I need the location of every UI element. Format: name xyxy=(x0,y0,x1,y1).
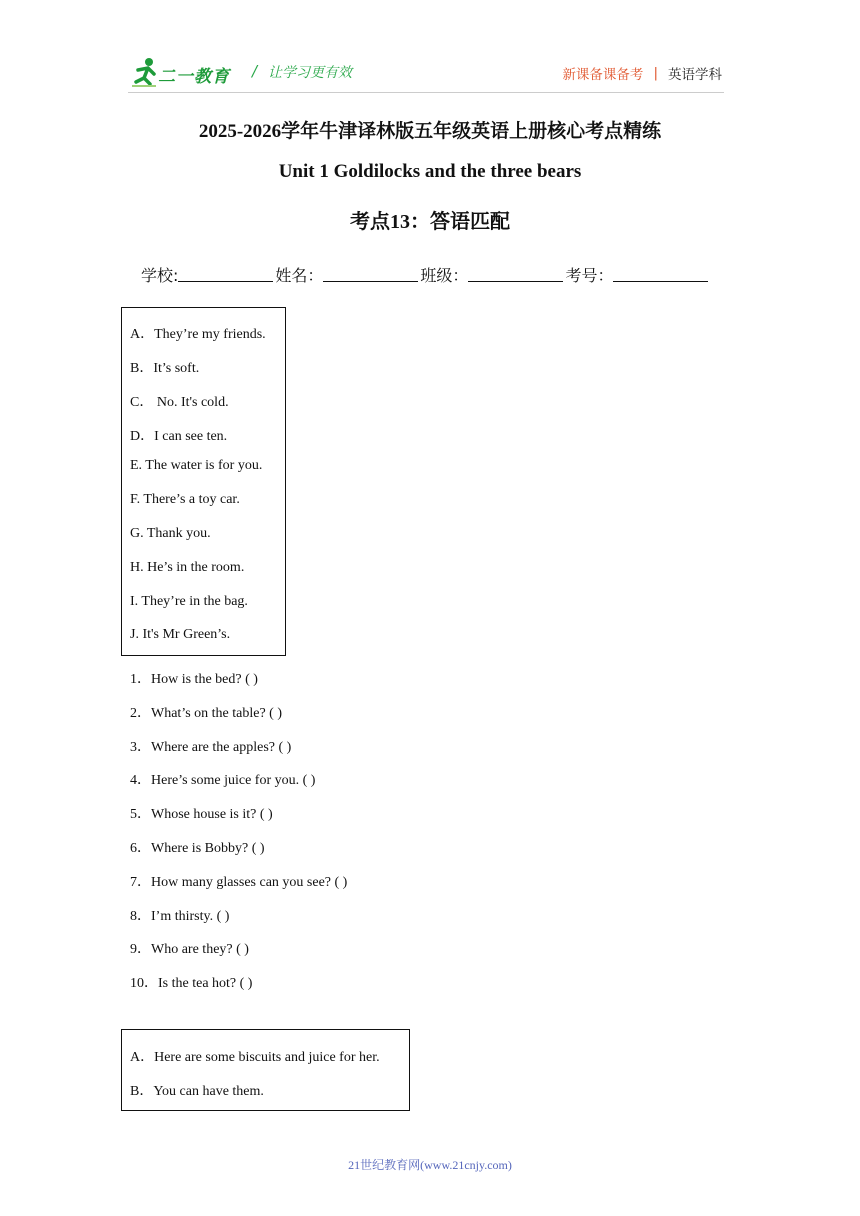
number-label: 考号： xyxy=(565,266,614,285)
header-right xyxy=(562,63,722,83)
option-d: D．I can see ten. xyxy=(130,429,228,444)
option-c: C． No. It's cold. xyxy=(130,395,229,410)
option-a: A．They’re my friends. xyxy=(130,327,266,342)
question-1[interactable]: 1．How is the bed? ( ) xyxy=(130,672,258,687)
option-2-b: B．You can have them. xyxy=(130,1084,264,1099)
question-10[interactable]: 10．Is the tea hot? ( ) xyxy=(130,976,253,991)
question-9[interactable]: 9．Who are they? ( ) xyxy=(130,942,249,957)
question-8[interactable]: 8．I’m thirsty. ( ) xyxy=(130,909,230,924)
option-b: B．It’s soft. xyxy=(130,361,200,376)
page-title: 2025-2026学年牛津译林版五年级英语上册核心考点精练 xyxy=(198,121,662,142)
section-title: 考点13：答语匹配 xyxy=(350,211,510,233)
question-4[interactable]: 4．Here’s some juice for you. ( ) xyxy=(130,773,316,788)
option-g: G. Thank you. xyxy=(130,526,211,541)
options-box-2 xyxy=(121,1029,410,1111)
option-f: F. There’s a toy car. xyxy=(130,492,240,507)
unit-title: Unit 1 Goldilocks and the three bears xyxy=(278,161,582,182)
option-h: H. He’s in the room. xyxy=(130,560,245,575)
student-info-row xyxy=(141,263,710,286)
footer-source: 21世纪教育网(www.21cnjy.com) xyxy=(348,1158,512,1172)
class-blank[interactable] xyxy=(468,263,563,282)
question-2[interactable]: 2．What’s on the table? ( ) xyxy=(130,706,283,721)
options-box-1 xyxy=(121,307,286,656)
header-separator: | xyxy=(653,65,658,81)
subject-label: 英语学科 xyxy=(668,67,722,83)
option-2-a: A．Here are some biscuits and juice for her. xyxy=(130,1050,380,1065)
logo xyxy=(130,56,242,90)
option-i: I. They’re in the bag. xyxy=(130,594,248,609)
question-5[interactable]: 5．Whose house is it? ( ) xyxy=(130,807,273,822)
option-e: E. The water is for you. xyxy=(130,458,263,473)
slogan: 让学习更有效 xyxy=(268,65,352,81)
class-label: 班级： xyxy=(420,266,469,285)
course-label: 新课备课备考 xyxy=(562,67,644,83)
name-blank[interactable] xyxy=(323,263,418,282)
page-header xyxy=(0,0,860,100)
school-blank[interactable] xyxy=(178,263,273,282)
question-6[interactable]: 6．Where is Bobby? ( ) xyxy=(130,841,265,856)
option-j: J. It's Mr Green’s. xyxy=(130,627,231,642)
school-label: 学校: xyxy=(141,266,179,285)
question-3[interactable]: 3．Where are the apples? ( ) xyxy=(130,740,292,755)
runner-icon xyxy=(130,56,160,88)
name-label: 姓名： xyxy=(275,266,324,285)
question-7[interactable]: 7．How many glasses can you see? ( ) xyxy=(130,875,348,890)
header-divider xyxy=(128,92,724,93)
logo-text: 二一教育 xyxy=(158,67,230,87)
slogan-divider: / xyxy=(252,62,258,80)
number-blank[interactable] xyxy=(613,263,708,282)
